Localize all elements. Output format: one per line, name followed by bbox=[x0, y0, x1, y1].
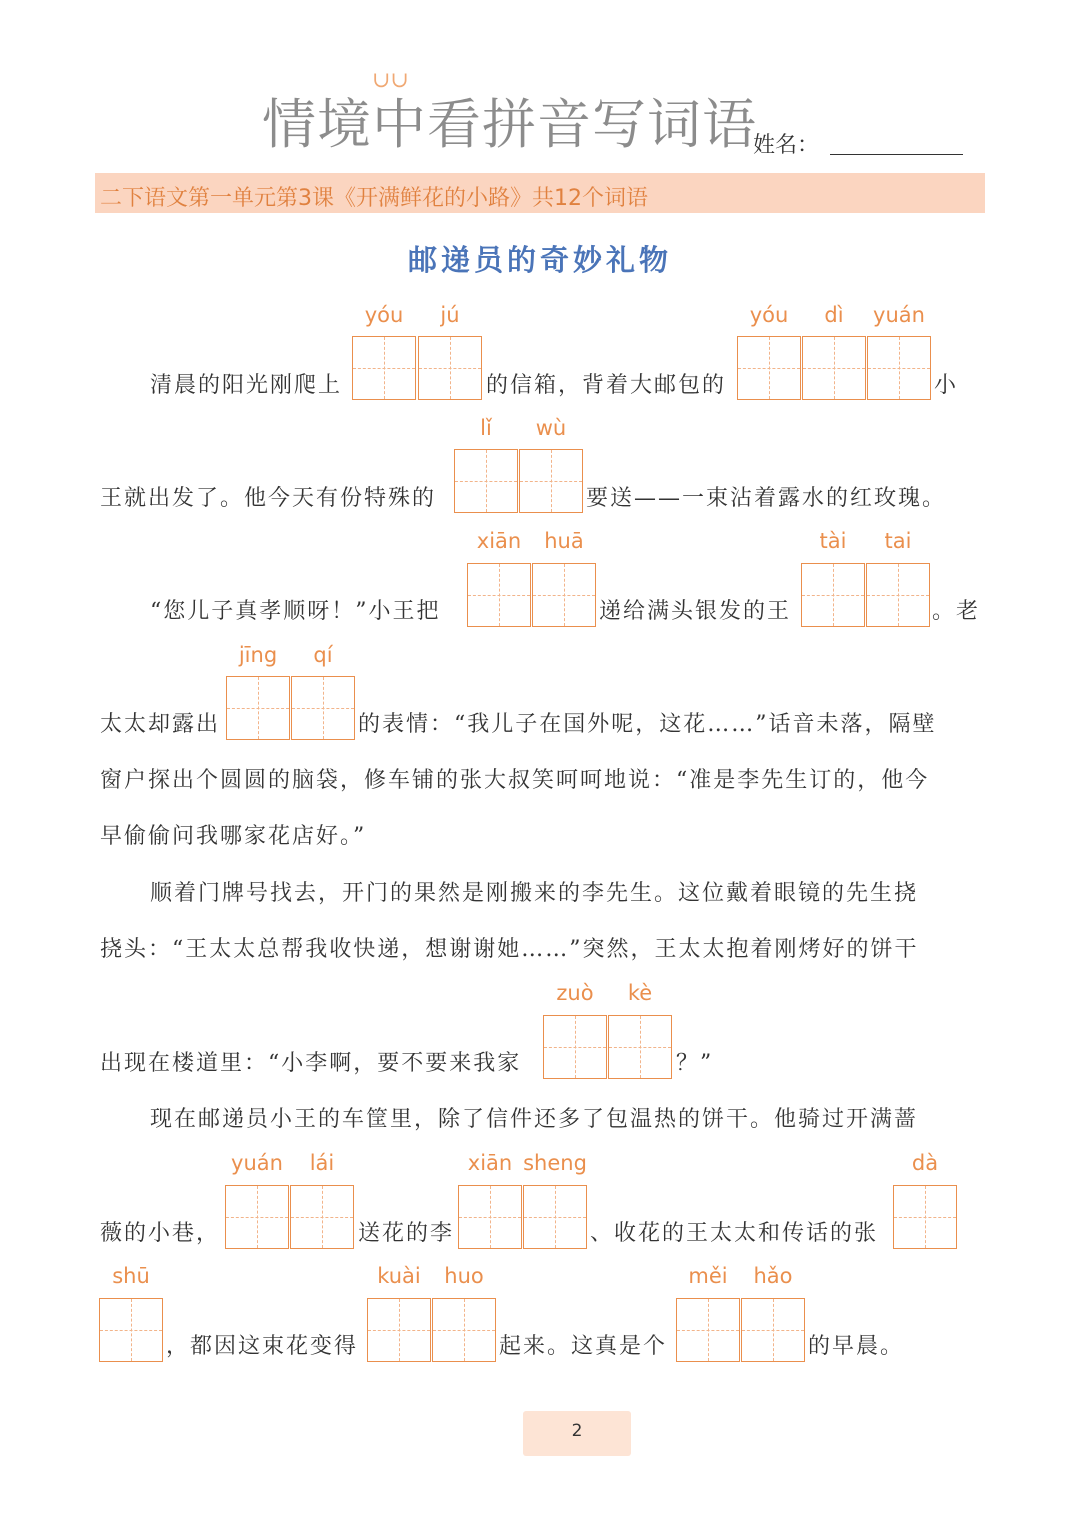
writing-box[interactable] bbox=[418, 336, 482, 400]
paragraph-text: ，都因这束花变得 bbox=[166, 1334, 359, 1359]
writing-box[interactable] bbox=[458, 1185, 522, 1249]
pinyin-label: jú bbox=[440, 303, 460, 327]
writing-box[interactable] bbox=[867, 336, 931, 400]
pinyin-label: měi bbox=[688, 1264, 728, 1288]
writing-box[interactable] bbox=[543, 1015, 607, 1079]
pinyin-label: sheng bbox=[523, 1151, 587, 1175]
paragraph-text: 清晨的阳光刚爬上 bbox=[150, 373, 343, 398]
page-number: 2 bbox=[571, 1421, 583, 1441]
pinyin-label: zuò bbox=[556, 981, 594, 1005]
paragraph-text: 挠头：“王太太总帮我收快递，想谢谢她……”突然，王太太抱着刚烤好的饼干 bbox=[100, 937, 919, 962]
paragraph-text: 的表情：“我儿子在国外呢，这花……”话音未落，隔壁 bbox=[358, 712, 937, 737]
writing-box[interactable] bbox=[801, 563, 865, 627]
writing-box[interactable] bbox=[893, 1185, 957, 1249]
writing-box[interactable] bbox=[367, 1298, 431, 1362]
writing-box[interactable] bbox=[519, 449, 583, 513]
pinyin-label: dì bbox=[824, 303, 844, 327]
paragraph-text: 顺着门牌号找去，开门的果然是刚搬来的李先生。这位戴着眼镜的先生挠 bbox=[150, 881, 919, 906]
writing-box[interactable] bbox=[866, 563, 930, 627]
writing-box[interactable] bbox=[608, 1015, 672, 1079]
writing-box[interactable] bbox=[467, 563, 531, 627]
paragraph-text: 的信箱，背着大邮包的 bbox=[486, 373, 727, 398]
writing-box[interactable] bbox=[226, 676, 290, 740]
pinyin-label: xiān bbox=[476, 529, 522, 553]
writing-box[interactable] bbox=[352, 336, 416, 400]
writing-box[interactable] bbox=[737, 336, 801, 400]
paragraph-text: “您儿子真孝顺呀！”小王把 bbox=[150, 599, 441, 624]
paragraph-text: 现在邮递员小王的车筐里，除了信件还多了包温热的饼干。他骑过开满蔷 bbox=[150, 1107, 919, 1132]
paragraph-text: 要送——一束沾着露水的红玫瑰。 bbox=[586, 486, 947, 511]
paragraph-text: 小 bbox=[934, 373, 959, 398]
paragraph-text: 、收花的王太太和传话的张 bbox=[590, 1221, 879, 1246]
pinyin-label: yóu bbox=[749, 303, 789, 327]
paragraph-text: 出现在楼道里：“小李啊，要不要来我家 bbox=[100, 1051, 522, 1076]
paragraph-text: 的早晨。 bbox=[808, 1334, 905, 1359]
paragraph-text: 送花的李 bbox=[358, 1221, 455, 1246]
paragraph-text: 薇的小巷， bbox=[100, 1221, 221, 1246]
paragraph-text: 早偷偷问我哪家花店好。” bbox=[100, 824, 367, 849]
writing-box[interactable] bbox=[432, 1298, 496, 1362]
pinyin-label: kè bbox=[627, 981, 653, 1005]
pinyin-label: tai bbox=[884, 529, 912, 553]
writing-box[interactable] bbox=[99, 1298, 163, 1362]
writing-box[interactable] bbox=[291, 676, 355, 740]
pinyin-label: hǎo bbox=[753, 1264, 793, 1288]
paragraph-text: ？” bbox=[676, 1051, 714, 1076]
writing-box[interactable] bbox=[290, 1185, 354, 1249]
pinyin-label: kuài bbox=[377, 1264, 421, 1288]
paragraph-text: 王就出发了。他今天有份特殊的 bbox=[100, 486, 437, 511]
writing-box[interactable] bbox=[676, 1298, 740, 1362]
pinyin-label: lǐ bbox=[480, 416, 492, 440]
pinyin-label: xiān bbox=[467, 1151, 513, 1175]
paragraph-text: 窗户探出个圆圆的脑袋，修车铺的张大叔笑呵呵地说：“准是李先生订的，他今 bbox=[100, 768, 930, 793]
pinyin-label: yuán bbox=[873, 303, 925, 327]
pinyin-label: dà bbox=[911, 1151, 939, 1175]
pinyin-label: yóu bbox=[364, 303, 404, 327]
pinyin-label: huā bbox=[544, 529, 584, 553]
pinyin-label: qí bbox=[313, 643, 333, 667]
writing-box[interactable] bbox=[523, 1185, 587, 1249]
lesson-banner-text: 二下语文第一单元第3课《开满鲜花的小路》共12个词语 bbox=[100, 186, 648, 211]
name-label: 姓名： bbox=[753, 133, 820, 158]
story-title: 邮递员的奇妙礼物 bbox=[407, 243, 672, 277]
worksheet-title: 情境中看拼音写词语 bbox=[262, 93, 757, 156]
pinyin-label: shū bbox=[112, 1264, 150, 1288]
paragraph-text: 起来。这真是个 bbox=[499, 1334, 668, 1359]
writing-box[interactable] bbox=[741, 1298, 805, 1362]
pinyin-label: huo bbox=[444, 1264, 484, 1288]
writing-box[interactable] bbox=[802, 336, 866, 400]
pinyin-label: jīng bbox=[238, 643, 278, 667]
pinyin-label: yuán bbox=[231, 1151, 283, 1175]
writing-box[interactable] bbox=[532, 563, 596, 627]
paragraph-text: 递给满头银发的王 bbox=[599, 599, 792, 624]
pinyin-label: lái bbox=[309, 1151, 335, 1175]
writing-box[interactable] bbox=[454, 449, 518, 513]
pinyin-label: wù bbox=[535, 416, 567, 440]
paragraph-text: 太太却露出 bbox=[100, 712, 221, 737]
pinyin-label: tài bbox=[819, 529, 847, 553]
name-input-line[interactable] bbox=[830, 154, 963, 155]
writing-box[interactable] bbox=[225, 1185, 289, 1249]
bunny-ears-icon: ∪∪ bbox=[372, 68, 409, 93]
paragraph-text: 。老 bbox=[932, 599, 981, 624]
